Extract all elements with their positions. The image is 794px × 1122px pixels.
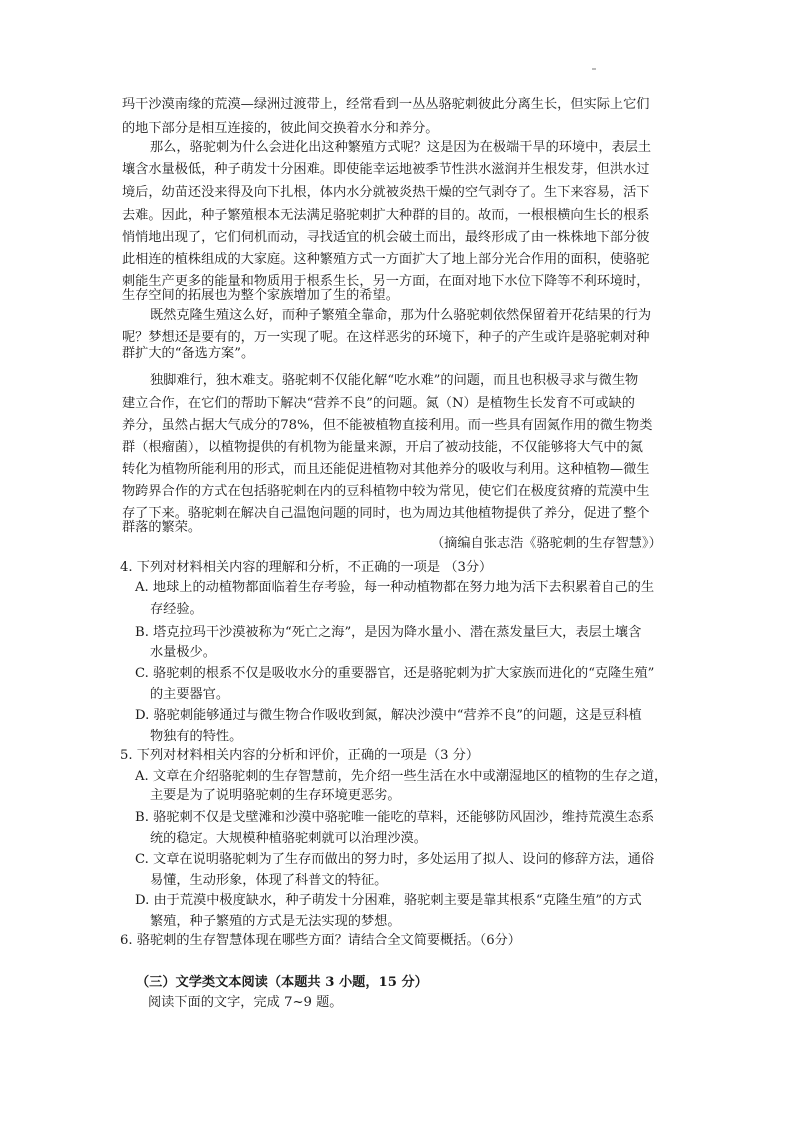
passage-line: 此相连的植株组成的大家庭。这种繁殖方式一方面扩大了地上部分光合作用的面积，使骆驼 (122, 252, 650, 267)
q4-option-a: A. 地球上的动植物都面临着生存考验，每一种动植物都在努力地为活下去积累着自己的生 (135, 580, 655, 595)
passage-line: 独脚难行，独木难支。骆驼刺不仅能化解“吃水难”的问题，而且也积极寻求与微生物 (150, 373, 639, 388)
passage-line: 呢？梦想还是要有的，万一实现了呢。在这样恶劣的环境下，种子的产生或许是骆驼刺对种 (122, 330, 650, 345)
q4-option-c: C. 骆驼刺的根系不仅是吸收水分的重要器官，还是骆驼刺为扩大家族而进化的“克隆生殖” (135, 666, 655, 681)
passage-line: 悄悄地出现了，它们伺机而动，寻找适宜的机会破土而出，最终形成了由一株株地下部分彼 (122, 230, 650, 245)
passage-source: （摘编自张志浩《骆驼刺的生存智慧》） (431, 536, 662, 551)
q4-option-d-cont: 物独有的特性。 (150, 729, 243, 744)
passage-line: 那么，骆驼刺为什么会进化出这种繁殖方式呢？这是因为在极端干旱的环境中，表层土 (150, 140, 652, 155)
passage-line: 壤含水量极低，种子萌发十分困难。即使能幸运地被季节性洪水滋润并生根发芽，但洪水过 (122, 162, 650, 177)
passage-line: 境后，幼苗还没来得及向下扎根，体内水分就被炎热干燥的空气剥夺了。生下来容易，活下 (122, 185, 650, 200)
q5-option-a-cont: 主要是为了说明骆驼刺的生存环境更恶劣。 (150, 788, 401, 803)
scan-mark (592, 68, 596, 70)
passage-line: 玛干沙漠南缘的荒漠—绿洲过渡带上，经常看到一丛丛骆驼刺彼此分离生长，但实际上它们 (122, 97, 650, 112)
question-4-stem: 4. 下列对材料相关内容的理解和分析，不正确的一项是 （3分） (120, 560, 493, 575)
q4-option-a-cont: 存经验。 (150, 602, 203, 617)
passage-line: 既然克隆生殖这么好，而种子繁殖全靠命，那为什么骆驼刺依然保留着开花结果的行为 (150, 308, 652, 323)
passage-line: 刺能生产更多的能量和物质用于根系生长，另一方面，在面对地下水位下降等不利环境时， (122, 274, 650, 289)
section-title: （三）文学类文本阅读（本题共 3 小题，15 分） (136, 975, 428, 990)
q5-option-c: C. 文章在说明骆驼刺为了生存而做出的努力时，多处运用了拟人、设问的修辞方法，通俗 (135, 852, 655, 867)
q5-option-d: D. 由于荒漠中极度缺水，种子萌发十分困难，骆驼刺主要是靠其根系“克隆生殖”的方式 (135, 893, 642, 908)
passage-line: 物跨界合作的方式在包括骆驼刺在内的豆科植物中较为常见，使它们在极度贫瘠的荒漠中生 (122, 484, 650, 499)
q5-option-a: A. 文章在介绍骆驼刺的生存智慧前，先介绍一些生活在水中或潮湿地区的植物的生存之道， (135, 769, 668, 784)
passage-line: 转化为植物所能利用的形式，而且还能促进植物对其他养分的吸收与利用。这种植物—微生 (122, 462, 650, 477)
passage-line: 去难。因此，种子繁殖根本无法满足骆驼刺扩大种群的目的。故而，一根根横向生长的根系 (122, 208, 650, 223)
q5-option-b-cont: 统的稳定。大规模种植骆驼刺就可以治理沙漠。 (150, 831, 427, 846)
q5-option-b: B. 骆驼刺不仅是戈壁滩和沙漠中骆驼唯一能吃的草料，还能够防风固沙，维持荒漠生态系 (135, 810, 655, 825)
passage-line: 群扩大的“备选方案”。 (122, 346, 255, 361)
question-5-stem: 5. 下列对材料相关内容的分析和评价，正确的一项是（3 分） (120, 748, 480, 763)
q4-option-d: D. 骆驼刺能够通过与微生物合作吸收到氮，解决沙漠中“营养不良”的问题，这是豆科植 (135, 708, 642, 723)
passage-line: 群落的繁荣。 (122, 520, 202, 535)
passage-line: 存了下来。骆驼刺在解决自己温饱问题的同时，也为周边其他植物提供了养分，促进了整个 (122, 506, 650, 521)
q4-option-c-cont: 的主要器官。 (150, 687, 230, 702)
passage-line: 养分，虽然占据大气成分的78%，但不能被植物直接利用。而一些具有固氮作用的微生物类 (122, 418, 653, 433)
q4-option-b-cont: 水量极少。 (150, 645, 216, 660)
question-6-stem: 6. 骆驼刺的生存智慧体现在哪些方面？请结合全文简要概括。（6分） (120, 933, 521, 948)
q5-option-c-cont: 易懂，生动形象，体现了科普文的特征。 (150, 873, 388, 888)
passage-line: 生存空间的拓展也为整个家族增加了生的希望。 (122, 288, 399, 303)
passage-line: 建立合作，在它们的帮助下解决“营养不良”的问题。氮（N）是植物生长发育不可或缺的 (122, 396, 635, 411)
section-instruction: 阅读下面的文字，完成 7~9 题。 (148, 995, 343, 1010)
q5-option-d-cont: 繁殖，种子繁殖的方式是无法实现的梦想。 (150, 914, 401, 929)
passage-line: 群（根瘤菌），以植物提供的有机物为能量来源，开启了被动技能，不仅能够将大气中的氮 (122, 440, 643, 455)
passage-line: 的地下部分是相互连接的，彼此间交换着水分和养分。 (122, 121, 439, 136)
q4-option-b: B. 塔克拉玛干沙漠被称为“死亡之海”，是因为降水量小、潜在蒸发量巨大，表层土壤含 (135, 625, 642, 640)
